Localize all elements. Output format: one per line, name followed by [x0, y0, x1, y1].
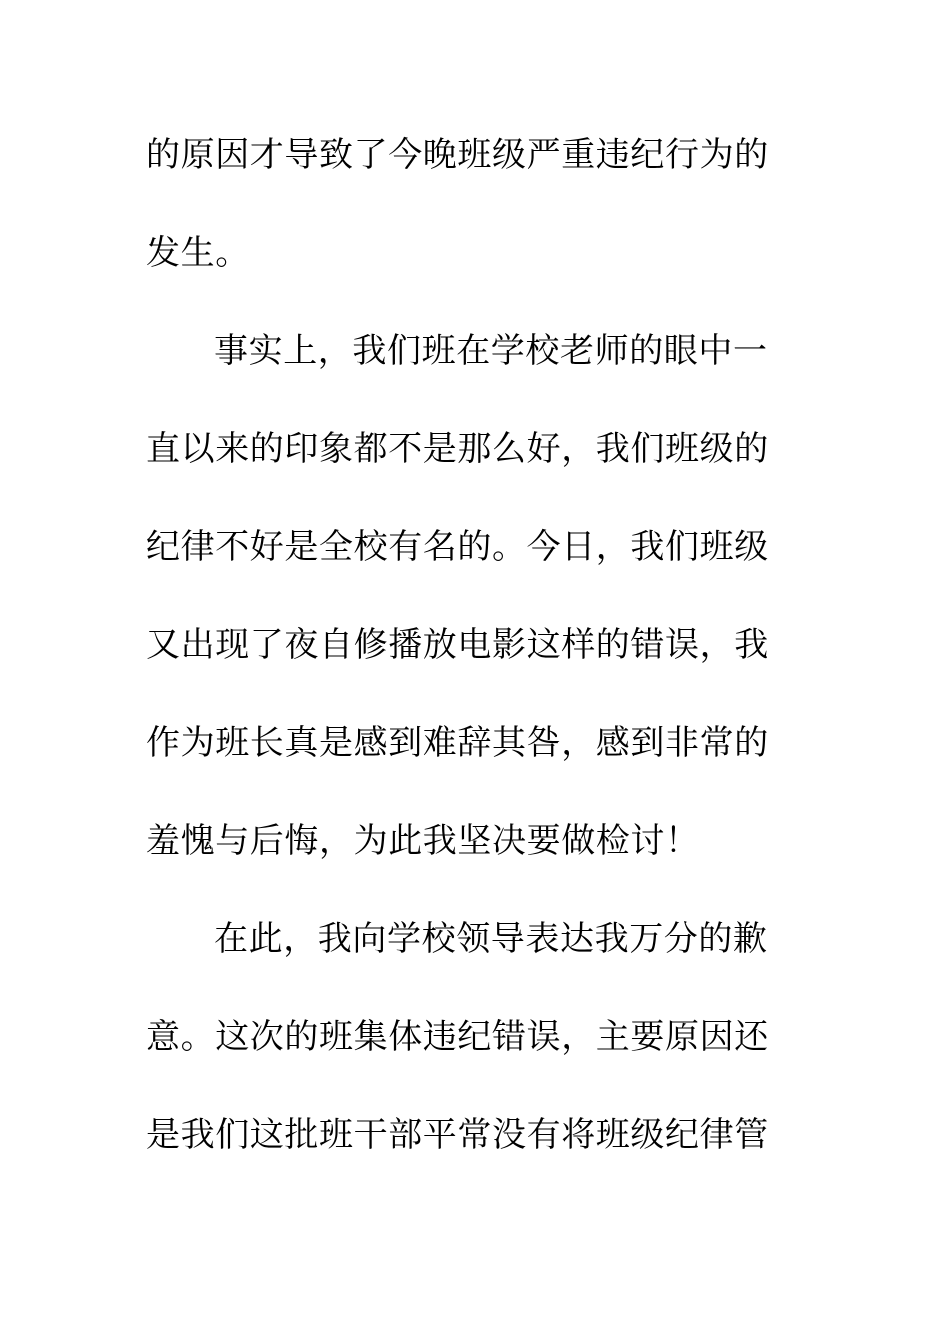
text-line: 直以来的印象都不是那么好，我们班级的: [146, 429, 769, 469]
paragraph-start-line: 事实上，我们班在学校老师的眼中一: [214, 331, 768, 371]
paragraph-start-line: 在此，我向学校领导表达我万分的歉: [214, 919, 768, 959]
text-line: 作为班长真是感到难辞其咎，感到非常的: [146, 723, 769, 763]
text-line: 发生。: [146, 233, 250, 273]
text-line: 是我们这批班干部平常没有将班级纪律管: [146, 1115, 769, 1155]
text-line: 纪律不好是全校有名的。今日，我们班级: [146, 527, 769, 567]
document-body: [146, 125, 796, 1203]
text-line: 的原因才导致了今晚班级严重违纪行为的: [146, 135, 769, 175]
text-line: 意。这次的班集体违纪错误，主要原因还: [146, 1017, 769, 1057]
text-line: 羞愧与后悔，为此我坚决要做检讨！: [146, 821, 700, 861]
text-line: 又出现了夜自修播放电影这样的错误，我: [146, 625, 769, 665]
